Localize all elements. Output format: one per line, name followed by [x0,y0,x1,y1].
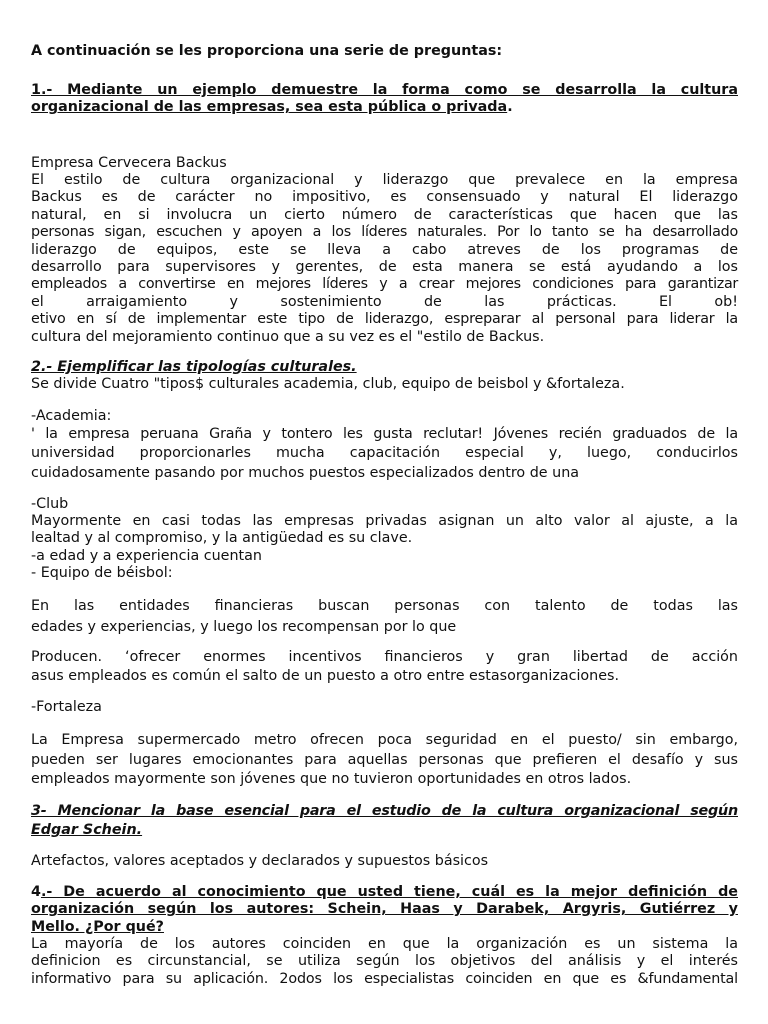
fortaleza-label: -Fortaleza [31,699,102,715]
question-3-title [31,802,738,840]
club-paragraph [31,513,738,565]
question-4-answer [31,936,738,988]
answer-line: personas sigan, escuchen y apoyen a los líderes naturales. Por lo tanto se ha desarrollado [31,224,738,241]
academia-line: cuidadosamente pasando por muchos puestos especializados dentro de una [31,465,580,482]
answer-line: el arraigamiento y sostenimiento de las prácticas. El ob! [31,293,738,310]
question-2-summary: Se divide Cuatro "tipos$ culturales academia, club, equipo de beisbol y &fortaleza. [31,376,625,392]
academia-line: ' la empresa peruana Graña y tontero les gusta reclutar! Jóvenes recién graduados de la [31,426,738,442]
club-line: -a edad y a experiencia cuentan [31,547,262,564]
question-4-number: 4 [31,884,41,900]
beisbol-line: edades y experiencias, y luego los recompensan por lo que [31,619,457,635]
question-1-title-line: 1.- Mediante un ejemplo demuestre la forma como se desarrolla la cultura [31,82,738,98]
answer-line: desarrollo para supervisores y gerentes, de esta manera se está ayudando a los [31,259,738,276]
beisbol-line: En las entidades financieras buscan personas con talento de todas las [31,598,738,614]
fortaleza-line: pueden ser lugares emocionantes para aquellas personas que prefieren el desafío y sus [31,751,738,768]
beisbol-label: - Equipo de béisbol: [31,565,173,581]
academia-label: -Academia: [31,408,112,424]
company-name: Empresa Cervecera Backus [31,155,227,171]
answer-line: informativo para su aplicación. 2odos los especialistas coinciden en que es &fundamental [31,970,738,987]
question-1-title-text: organizacional de las empresas, sea esta pública o privada [31,99,508,116]
answer-line: cultura del mejoramiento continuo que a su vez es el "estilo de Backus. [31,328,545,345]
answer-line: empleados a convertirse en mejores líderes y a crear mejores condiciones para garantizar [31,276,738,293]
question-3-answer: Artefactos, valores aceptados y declarados y supuestos básicos [31,853,489,869]
question-3-title-line: Edgar Schein. [31,822,143,838]
fortaleza-line: empleados mayormente son jóvenes que no tuvieron oportunidades en otros lados. [31,771,632,787]
question-4-title-line: organización según los autores: Schein, Haas y Darabek, Argyris, Gutiérrez y [31,901,738,918]
producen-paragraph [31,648,738,686]
answer-line: El estilo de cultura organizacional y liderazgo que prevalece en la empresa [31,172,738,188]
answer-line: Backus es de carácter no impositivo, es consensuado y natural El liderazgo [31,189,738,206]
question-4-title-line [31,884,738,901]
question-1-title-line [31,99,738,116]
club-line: Mayormente en casi todas las empresas privadas asignan un alto valor al ajuste, a la [31,513,738,529]
answer-line: natural, en si involucra un cierto número de características que hacen que las [31,206,738,223]
beisbol-paragraph [31,596,738,638]
question-2-title: 2.- Ejemplificar las tipologías culturales. [31,359,357,375]
academia-paragraph [31,426,738,483]
intro-heading: A continuación se les proporciona una serie de preguntas: [31,43,503,59]
producen-line: Producen. ‘ofrecer enormes incentivos financieros y gran libertad de acción [31,649,738,665]
club-line: lealtad y al compromiso, y la antigüedad es su clave. [31,530,413,547]
producen-line: asus empleados es común el salto de un puesto a otro entre estasorganizaciones. [31,668,620,684]
question-1-title [31,82,738,117]
answer-line: etivo en sí de implementar este tipo de liderazgo, espreparar al personal para liderar la [31,311,738,328]
answer-line: La mayoría de los autores coinciden en que la organización es un sistema la [31,936,738,952]
question-4-title-text: .- De acuerdo al conocimiento que usted tiene, cuál es la mejor definición de [40,884,738,900]
question-3-title-line: 3- Mencionar la base esencial para el estudio de la cultura organizacional según [31,803,738,819]
question-1-title-period: . [507,99,513,116]
club-label: -Club [31,496,69,512]
answer-line: liderazgo de equipos, este se lleva a cabo atreves de los programas de [31,241,738,258]
answer-line: definicion es circunstancial, se utiliza según los objetivos del análisis y el interés [31,953,738,970]
question-1-answer [31,172,738,346]
question-4-title-line: Mello. ¿Por qué? [31,918,164,935]
fortaleza-line: La Empresa supermercado metro ofrecen poca seguridad en el puesto/ sin embargo, [31,732,738,748]
fortaleza-paragraph [31,731,738,790]
document-page [31,0,738,1024]
question-4-title [31,884,738,936]
academia-line: universidad proporcionarles mucha capacitación especial y, luego, conducirlos [31,445,738,462]
